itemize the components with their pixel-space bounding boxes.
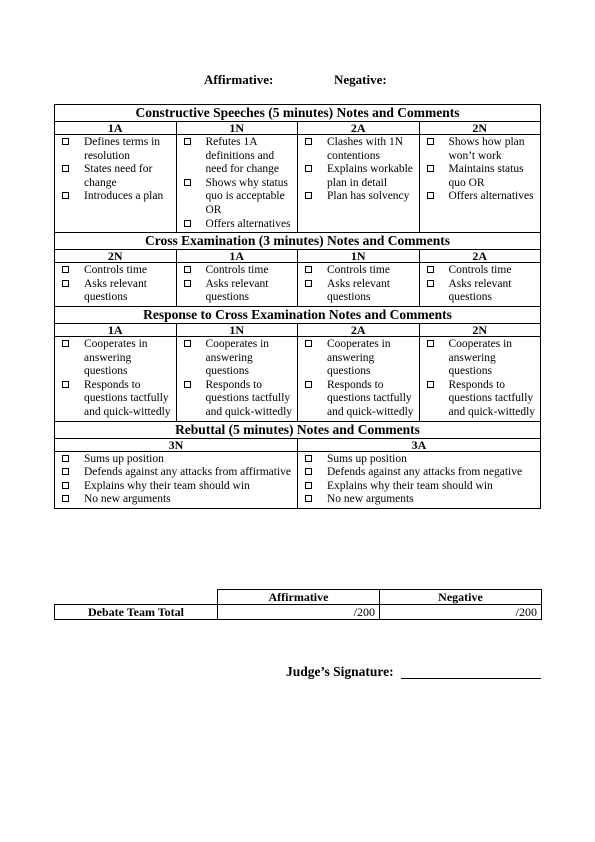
criteria-text: Defends against any attacks from negative	[327, 466, 523, 479]
criteria-text: Cooperates in answering questions	[327, 337, 391, 378]
criteria-item	[303, 136, 417, 163]
checkbox-icon[interactable]	[62, 340, 69, 347]
checkbox-icon[interactable]	[184, 381, 191, 388]
checkbox-icon[interactable]	[184, 340, 191, 347]
negative-total-value[interactable]: /200	[380, 605, 542, 620]
criteria-item	[425, 379, 539, 420]
criteria-list	[420, 135, 541, 205]
criteria-item	[182, 136, 296, 177]
checkbox-icon[interactable]	[62, 482, 69, 489]
criteria-item	[303, 379, 417, 420]
checkbox-icon[interactable]	[427, 340, 434, 347]
criteria-text: Controls time	[327, 264, 390, 277]
criteria-list	[55, 263, 176, 306]
checkbox-icon[interactable]	[427, 165, 434, 172]
criteria-text: Shows why status quo is acceptable OR	[205, 176, 288, 216]
cross-examination-column-label: 1N	[298, 250, 420, 263]
cross-examination-items-row	[55, 263, 541, 307]
cross-examination-column-label: 1A	[176, 250, 298, 263]
response-to-cross-column-label: 2N	[419, 323, 541, 336]
criteria-text: Sums up position	[327, 452, 407, 465]
criteria-text: Controls time	[205, 264, 269, 277]
checkbox-icon[interactable]	[62, 266, 69, 273]
criteria-text: Asks relevant questions	[448, 277, 512, 304]
criteria-text: Controls time	[84, 264, 147, 277]
criteria-item	[60, 264, 174, 278]
criteria-text: No new arguments	[84, 493, 171, 506]
constructive-column-label: 2N	[419, 122, 541, 135]
totals-table	[54, 589, 542, 620]
rebuttal-criteria-cell	[298, 451, 541, 508]
checkbox-icon[interactable]	[184, 138, 191, 145]
criteria-item	[182, 278, 296, 305]
checkbox-icon[interactable]	[62, 192, 69, 199]
criteria-list	[177, 263, 298, 306]
response-to-cross-criteria-cell	[55, 336, 177, 421]
cross-examination-title: Cross Examination (3 minutes) Notes and Comments	[55, 233, 541, 250]
criteria-item	[303, 338, 417, 379]
negative-label: Negative:	[334, 72, 387, 87]
constructive-criteria-cell	[55, 135, 177, 233]
checkbox-icon[interactable]	[427, 381, 434, 388]
rebuttal-column-label: 3N	[55, 438, 298, 451]
criteria-text: Cooperates in answering questions	[84, 337, 148, 378]
checkbox-icon[interactable]	[305, 340, 312, 347]
cross-examination-criteria-cell	[419, 263, 541, 307]
criteria-item	[60, 278, 174, 305]
cross-examination-column-label: 2A	[419, 250, 541, 263]
criteria-list	[55, 337, 176, 421]
criteria-item	[303, 453, 538, 467]
criteria-list	[55, 452, 297, 508]
constructive-column-label: 1N	[176, 122, 298, 135]
criteria-item	[60, 493, 295, 507]
criteria-text: Responds to questions tactfully and quick-wittedly	[327, 378, 414, 418]
cross-examination-title-row	[55, 233, 541, 250]
criteria-text: Cooperates in answering questions	[205, 337, 270, 378]
checkbox-icon[interactable]	[62, 280, 69, 287]
criteria-list	[177, 135, 298, 232]
checkbox-icon[interactable]	[305, 468, 312, 475]
checkbox-icon[interactable]	[427, 192, 434, 199]
checkbox-icon[interactable]	[184, 266, 191, 273]
checkbox-icon[interactable]	[305, 280, 312, 287]
response-to-cross-column-label: 1N	[176, 323, 298, 336]
criteria-text: Refutes 1A definitions and need for change	[205, 136, 279, 176]
criteria-item	[303, 190, 417, 204]
criteria-list	[420, 263, 541, 306]
judge-signature-line[interactable]	[401, 678, 541, 679]
criteria-item	[425, 278, 539, 305]
checkbox-icon[interactable]	[305, 165, 312, 172]
constructive-criteria-cell	[419, 135, 541, 233]
criteria-item	[60, 190, 174, 204]
checkbox-icon[interactable]	[305, 138, 312, 145]
debate-team-total-label: Debate Team Total	[55, 605, 218, 620]
criteria-item	[303, 493, 538, 507]
checkbox-icon[interactable]	[184, 179, 191, 186]
checkbox-icon[interactable]	[62, 455, 69, 462]
response-to-cross-criteria-cell	[176, 336, 298, 421]
criteria-item	[303, 466, 538, 480]
criteria-list	[298, 452, 540, 508]
criteria-text: Offers alternatives	[448, 190, 534, 203]
response-to-cross-title-row	[55, 306, 541, 323]
criteria-text: No new arguments	[327, 493, 414, 506]
checkbox-icon[interactable]	[62, 468, 69, 475]
criteria-item	[60, 480, 295, 494]
criteria-text: Defines terms in resolution	[84, 136, 161, 162]
criteria-list	[298, 337, 419, 421]
constructive-column-row	[55, 122, 541, 135]
response-to-cross-column-row	[55, 323, 541, 336]
rebuttal-column-row	[55, 438, 541, 451]
constructive-items-row	[55, 135, 541, 233]
affirmative-total-header: Affirmative	[218, 590, 380, 605]
criteria-item	[60, 338, 174, 379]
response-to-cross-items-row	[55, 336, 541, 421]
cross-examination-column-label: 2N	[55, 250, 177, 263]
criteria-list	[55, 135, 176, 205]
criteria-text: Explains why their team should win	[84, 479, 250, 492]
criteria-item	[303, 480, 538, 494]
constructive-criteria-cell	[176, 135, 298, 233]
cross-examination-criteria-cell	[176, 263, 298, 307]
criteria-text: Responds to questions tactfully and quick-wittedly	[448, 378, 536, 418]
rebuttal-title-row	[55, 421, 541, 438]
response-to-cross-title: Response to Cross Examination Notes and Comments	[55, 306, 541, 323]
criteria-text: Clashes with 1N contentions	[327, 136, 404, 162]
criteria-text: Sums up position	[84, 452, 164, 465]
constructive-criteria-cell	[298, 135, 420, 233]
criteria-text: Plan has solvency	[327, 190, 410, 203]
rebuttal-criteria-cell	[55, 451, 298, 508]
criteria-item	[425, 264, 539, 278]
criteria-text: Maintains status quo OR	[448, 163, 524, 189]
criteria-text: Responds to questions tactfully and quick-wittedly	[84, 378, 171, 418]
checkbox-icon[interactable]	[427, 138, 434, 145]
criteria-item	[303, 278, 417, 305]
checkbox-icon[interactable]	[305, 455, 312, 462]
criteria-text: Introduces a plan	[84, 190, 164, 203]
criteria-text: Shows how plan won’t work	[448, 136, 525, 162]
checkbox-icon[interactable]	[305, 381, 312, 388]
negative-total-header: Negative	[380, 590, 542, 605]
checkbox-icon[interactable]	[305, 266, 312, 273]
constructive-column-label: 2A	[298, 122, 420, 135]
criteria-list	[177, 337, 298, 421]
criteria-list	[298, 135, 419, 205]
checkbox-icon[interactable]	[184, 280, 191, 287]
criteria-item	[60, 379, 174, 420]
criteria-text: Responds to questions tactfully and quick-wittedly	[205, 378, 293, 418]
constructive-title: Constructive Speeches (5 minutes) Notes and Comments	[55, 105, 541, 122]
checkbox-icon[interactable]	[305, 192, 312, 199]
criteria-item	[60, 136, 174, 163]
criteria-item	[182, 379, 296, 420]
criteria-item	[60, 163, 174, 190]
checkbox-icon[interactable]	[305, 482, 312, 489]
checkbox-icon[interactable]	[427, 266, 434, 273]
criteria-text: Defends against any attacks from affirmative	[84, 466, 292, 479]
checkbox-icon[interactable]	[62, 138, 69, 145]
criteria-item	[60, 453, 295, 467]
checkbox-icon[interactable]	[427, 280, 434, 287]
constructive-column-label: 1A	[55, 122, 177, 135]
cross-examination-criteria-cell	[298, 263, 420, 307]
judge-signature-label: Judge’s Signature:	[286, 664, 394, 679]
criteria-text: Asks relevant questions	[84, 277, 147, 304]
rebuttal-title: Rebuttal (5 minutes) Notes and Comments	[55, 421, 541, 438]
criteria-item	[60, 466, 295, 480]
criteria-text: Offers alternatives	[205, 217, 291, 230]
response-to-cross-criteria-cell	[298, 336, 420, 421]
criteria-list	[420, 337, 541, 421]
criteria-item	[182, 177, 296, 218]
criteria-item	[182, 264, 296, 278]
criteria-list	[298, 263, 419, 306]
criteria-text: Explains why their team should win	[327, 479, 493, 492]
criteria-item	[425, 190, 539, 204]
criteria-text: States need for change	[84, 163, 153, 189]
criteria-text: Asks relevant questions	[205, 277, 269, 304]
response-to-cross-criteria-cell	[419, 336, 541, 421]
totals-header-row	[55, 590, 542, 605]
checkbox-icon[interactable]	[62, 165, 69, 172]
criteria-item	[425, 136, 539, 163]
criteria-item	[303, 163, 417, 190]
totals-row	[55, 605, 542, 620]
checkbox-icon[interactable]	[305, 495, 312, 502]
criteria-item	[182, 218, 296, 232]
rebuttal-items-row	[55, 451, 541, 508]
cross-examination-column-row	[55, 250, 541, 263]
cross-examination-criteria-cell	[55, 263, 177, 307]
response-to-cross-column-label: 1A	[55, 323, 177, 336]
totals-corner	[55, 590, 218, 605]
affirmative-total-value[interactable]: /200	[218, 605, 380, 620]
rebuttal-column-label: 3A	[298, 438, 541, 451]
response-to-cross-column-label: 2A	[298, 323, 420, 336]
criteria-text: Controls time	[448, 264, 512, 277]
criteria-item	[425, 338, 539, 379]
constructive-title-row	[55, 105, 541, 122]
scoring-table	[54, 104, 541, 509]
criteria-item	[425, 163, 539, 190]
affirmative-label: Affirmative:	[204, 72, 274, 87]
criteria-item	[182, 338, 296, 379]
criteria-text: Cooperates in answering questions	[448, 337, 513, 378]
criteria-item	[303, 264, 417, 278]
checkbox-icon[interactable]	[62, 381, 69, 388]
checkbox-icon[interactable]	[62, 495, 69, 502]
criteria-text: Explains workable plan in detail	[327, 163, 413, 189]
criteria-text: Asks relevant questions	[327, 277, 390, 304]
checkbox-icon[interactable]	[184, 220, 191, 227]
